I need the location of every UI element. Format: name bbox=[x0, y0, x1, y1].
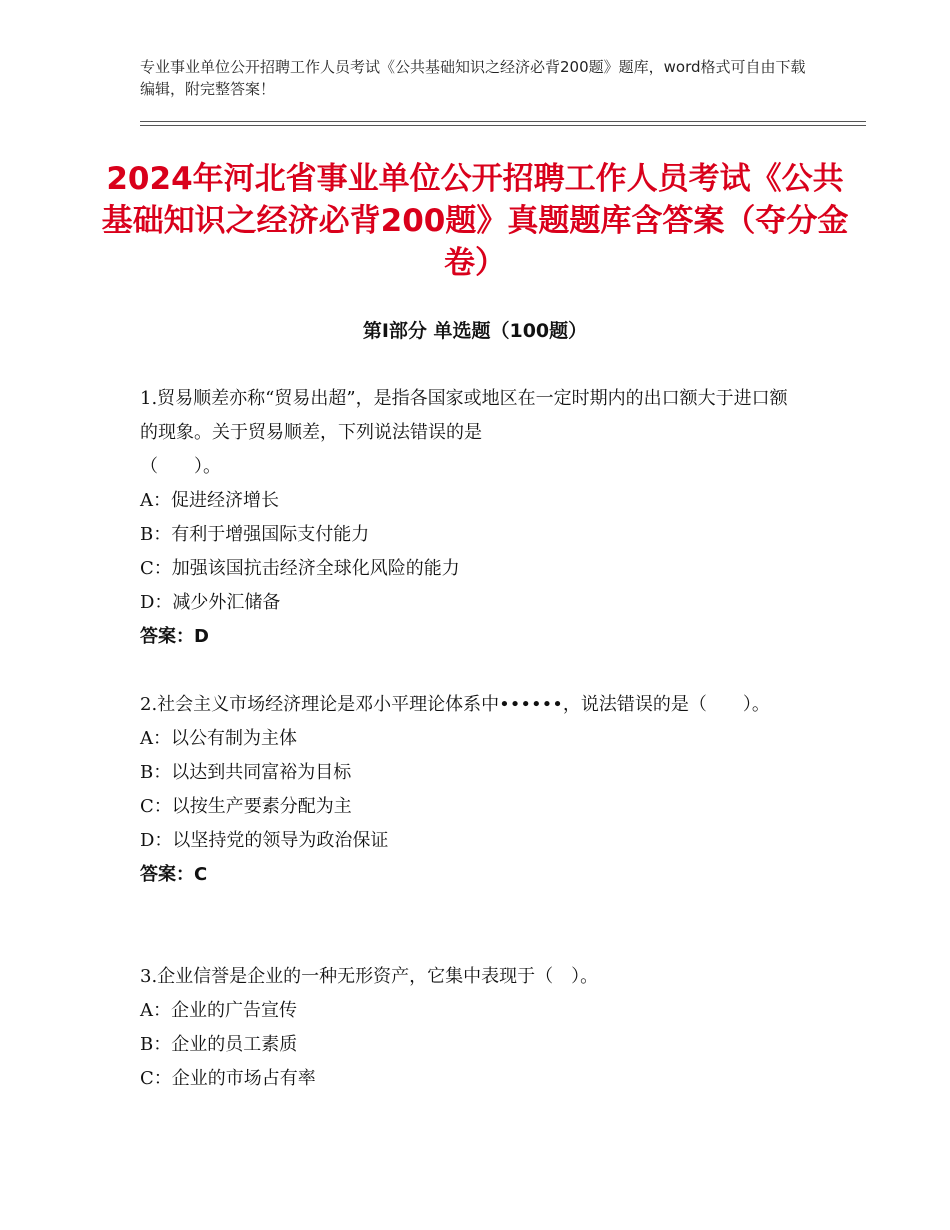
option-a: A：以公有制为主体 bbox=[140, 728, 297, 749]
header-note: 专业事业单位公开招聘工作人员考试《公共基础知识之经济必背200题》题库，word格式可自由下载编辑，附完整答案！ bbox=[140, 58, 806, 98]
header-rule-bottom bbox=[140, 125, 866, 126]
question-3 bbox=[140, 960, 800, 1096]
question-stem: 3.企业信誉是企业的一种无形资产，它集中表现于（ ）。 bbox=[140, 966, 599, 987]
section-heading: 第Ⅰ部分 单选题（100题） bbox=[362, 320, 588, 342]
header-rule-top bbox=[140, 121, 866, 122]
option-d: D：减少外汇储备 bbox=[140, 592, 281, 613]
option-d: D：以坚持党的领导为政治保证 bbox=[140, 830, 389, 851]
option-c: C：企业的市场占有率 bbox=[140, 1068, 316, 1089]
option-b: B：企业的员工素质 bbox=[140, 1034, 298, 1055]
question-blank: （ ）。 bbox=[140, 456, 221, 477]
option-c: C：以按生产要素分配为主 bbox=[140, 796, 352, 817]
question-stem: 2.社会主义市场经济理论是邓小平理论体系中••••••，说法错误的是（ ）。 bbox=[140, 694, 770, 715]
question-stem: 1.贸易顺差亦称“贸易出超”，是指各国家或地区在一定时期内的出口额大于进口额的现象。关于贸易顺差，下列说法错误的是 bbox=[140, 388, 788, 443]
answer: 答案：C bbox=[140, 864, 208, 885]
document-title: 2024年河北省事业单位公开招聘工作人员考试《公共基础知识之经济必背200题》真题题库含答案（夺分金卷） bbox=[101, 161, 849, 281]
option-b: B：以达到共同富裕为目标 bbox=[140, 762, 352, 783]
question-2 bbox=[140, 688, 800, 892]
option-a: A：企业的广告宣传 bbox=[140, 1000, 297, 1021]
option-b: B：有利于增强国际支付能力 bbox=[140, 524, 370, 545]
answer: 答案：D bbox=[140, 626, 209, 647]
option-a: A：促进经济增长 bbox=[140, 490, 279, 511]
option-c: C：加强该国抗击经济全球化风险的能力 bbox=[140, 558, 460, 579]
question-1 bbox=[140, 382, 800, 654]
